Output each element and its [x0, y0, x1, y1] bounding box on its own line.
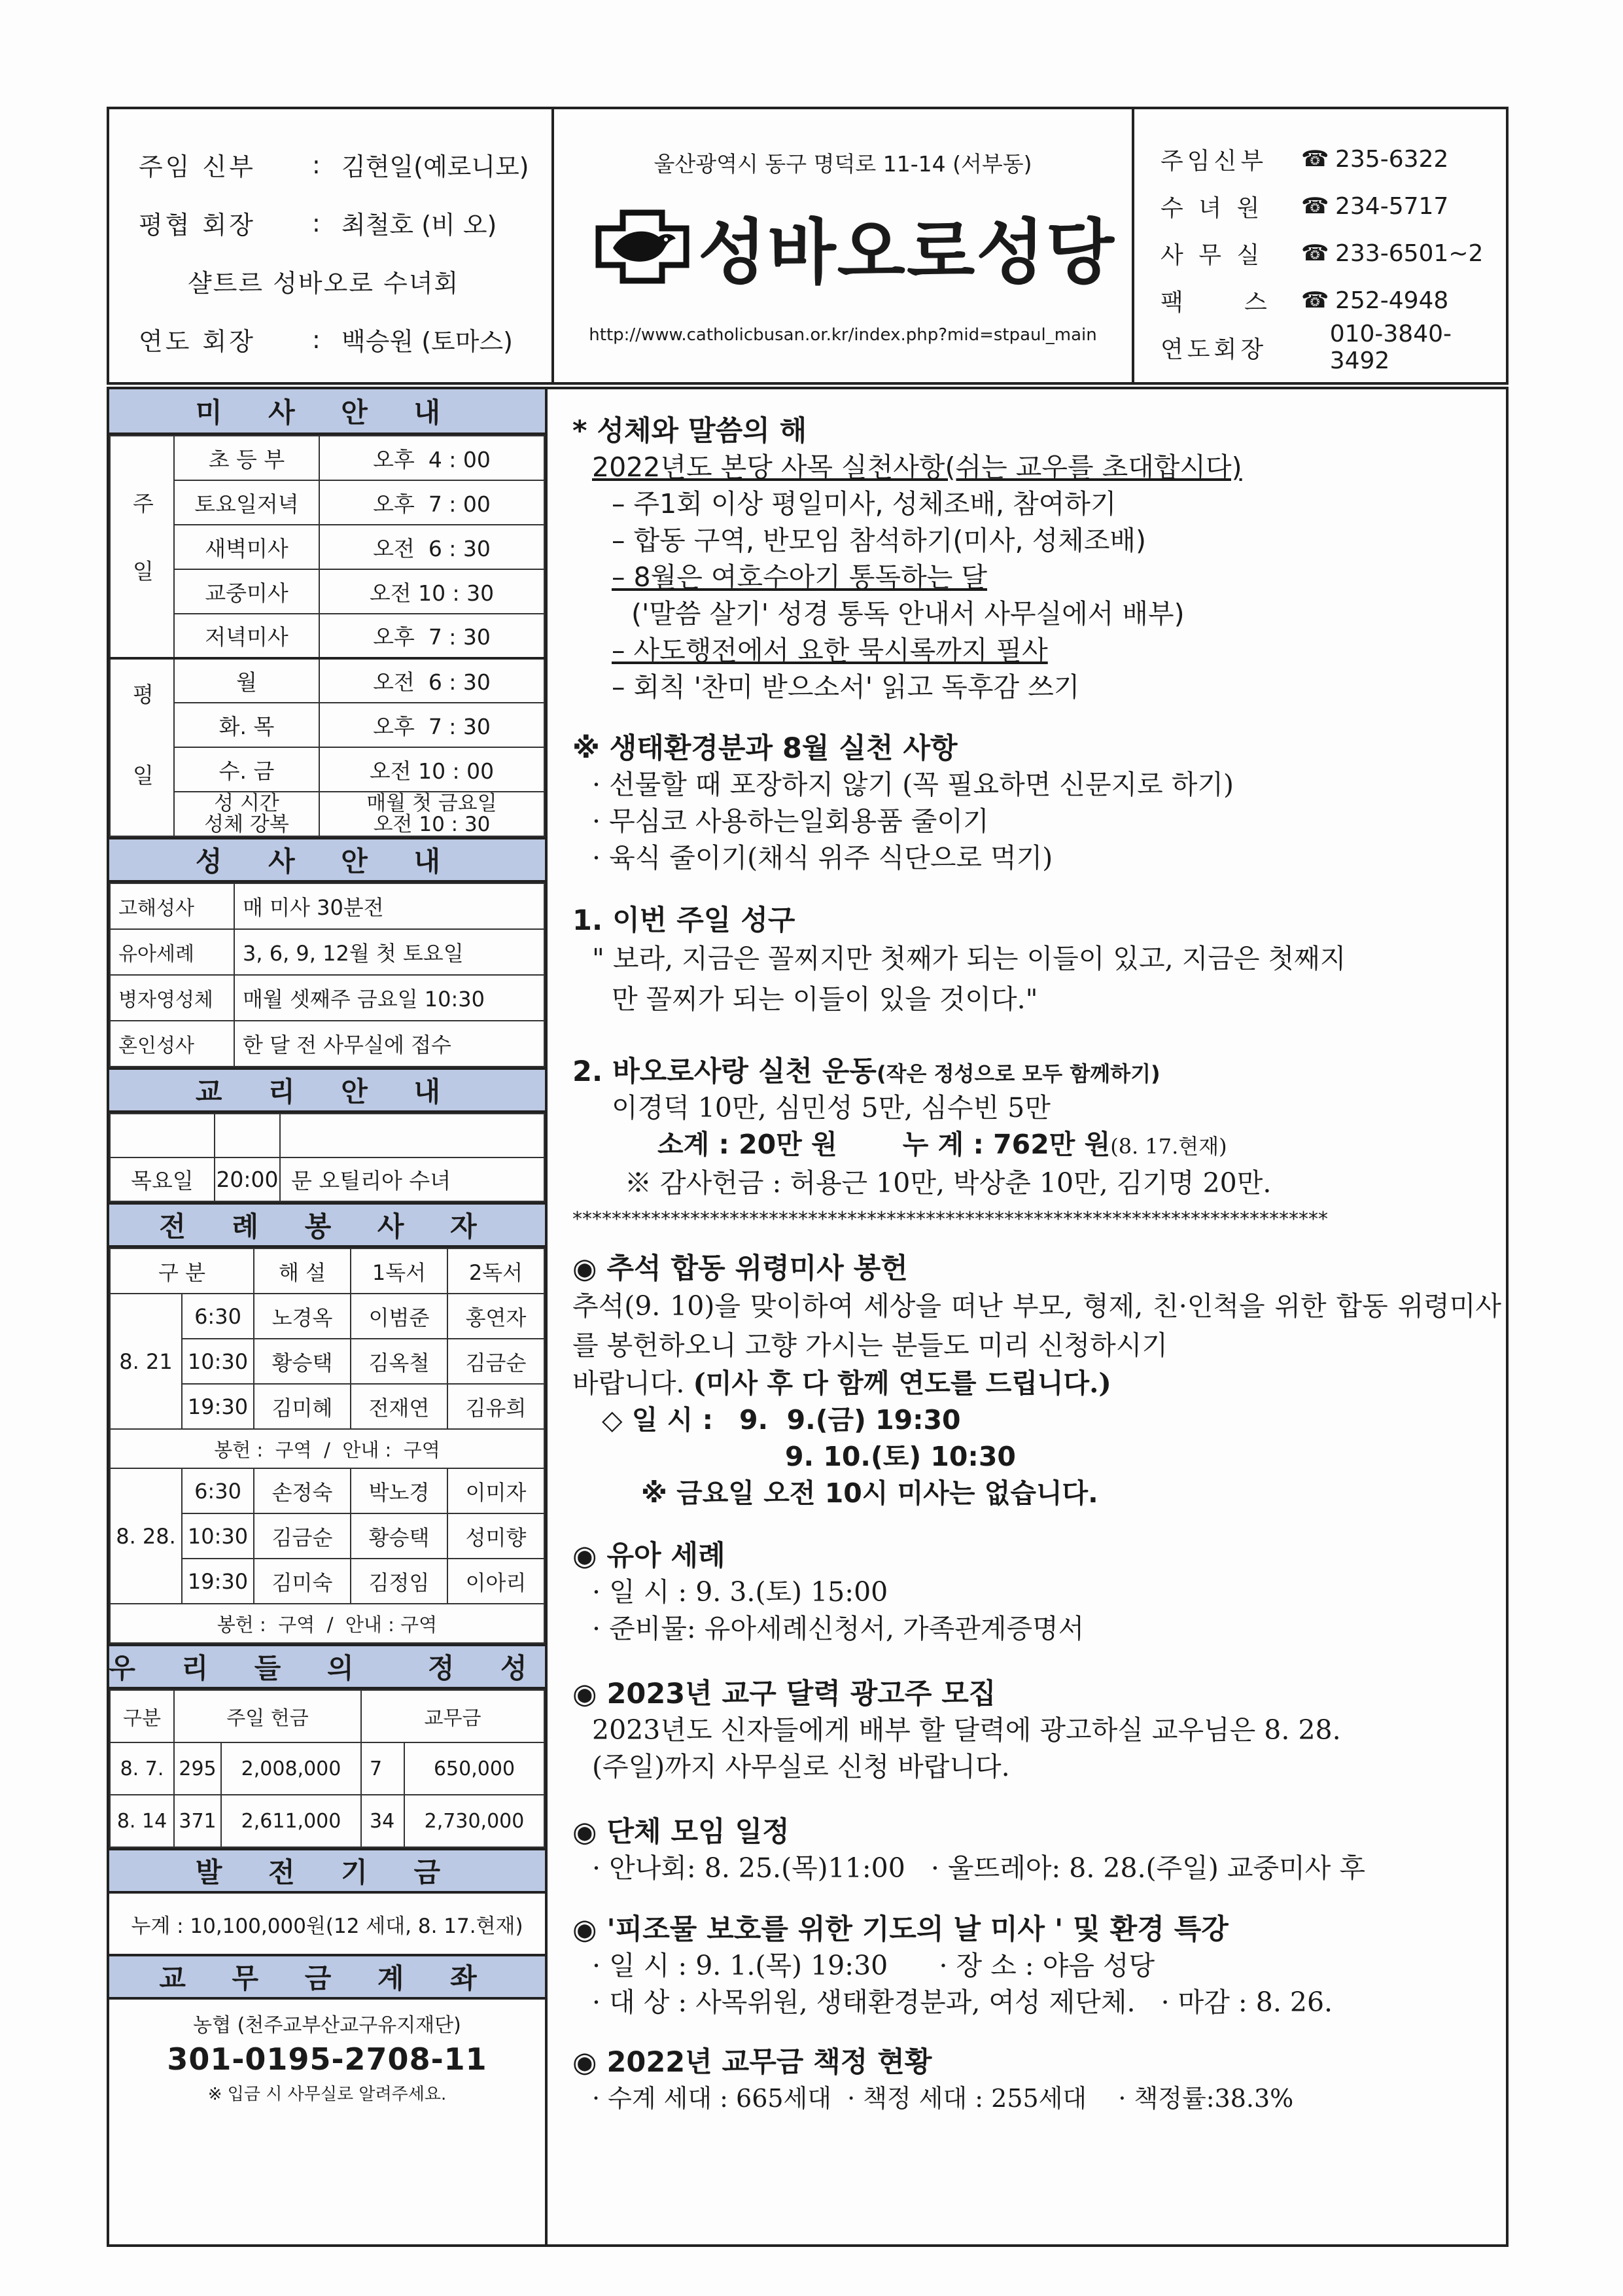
offerings-heading: 우 리 들 의 정 성 — [109, 1644, 545, 1689]
sacrament-name: 유아세례 — [110, 929, 234, 975]
donation-totals — [572, 1126, 1506, 1165]
offerings-table — [109, 1689, 545, 1848]
dues-amount: 650,000 — [404, 1742, 544, 1795]
table-row — [110, 1468, 544, 1513]
service-time: 6:30 — [182, 1468, 254, 1513]
paragraph: (주일)까지 사무실로 신청 바랍니다. — [592, 1751, 1010, 1782]
as-of-date: (8. 17.현재) — [1110, 1134, 1227, 1159]
staff-list — [109, 109, 554, 382]
mass-time: 오전 10 : 30 — [319, 569, 544, 614]
dues-amount: 2,730,000 — [404, 1795, 544, 1847]
mass-name: 교중미사 — [174, 569, 319, 614]
table-row — [110, 480, 544, 525]
dues-count: 7 — [361, 1742, 404, 1795]
section-title: ◉ 2022년 교무금 책정 현황 — [572, 2046, 932, 2079]
section-title: ◉ '피조물 보호를 위한 기도의 날 미사 ' 및 환경 특강 — [572, 1913, 1229, 1946]
contact-row — [1161, 230, 1506, 277]
phone-icon: ☎ — [1301, 146, 1329, 172]
mass-name: 화. 목 — [174, 703, 319, 747]
list-item: · 선물할 때 포장하지 않기 (꼭 필요하면 신문지로 하기) — [592, 769, 1234, 800]
catechism-day — [110, 1114, 215, 1157]
service-time: 10:30 — [182, 1513, 254, 1559]
announcements — [548, 389, 1506, 2244]
column-header: 교무금 — [361, 1690, 544, 1742]
schedule-date: 9. 10.(토) 10:30 — [785, 1441, 1016, 1472]
subtotal: 소계 : 20만 원 — [657, 1129, 837, 1160]
section-title: * 성체와 말씀의 해 — [572, 415, 807, 448]
table-header-row — [110, 1248, 544, 1294]
paragraph — [572, 1365, 1506, 1402]
section-title: 1. 이번 주일 성구 — [572, 904, 795, 937]
service-time: 19:30 — [182, 1384, 254, 1429]
sunday-label: 주 일 — [110, 436, 174, 658]
column-header: 1독서 — [351, 1248, 447, 1294]
table-row — [110, 1114, 544, 1157]
divider: ***************************************************************************** — [572, 1208, 1328, 1231]
reader-1: 김정임 — [351, 1559, 447, 1604]
reader-1: 이범준 — [351, 1294, 447, 1339]
table-row — [110, 658, 544, 703]
church-logo-icon — [593, 207, 691, 286]
section-title: ◉ 추석 합동 위령미사 봉헌 — [572, 1252, 908, 1285]
offering-date: 8. 7. — [110, 1742, 174, 1795]
mass-time: 오후 7 : 30 — [319, 614, 544, 658]
list-item: · 육식 줄이기(채식 위주 식단으로 먹기) — [592, 842, 1053, 874]
catechism-teacher: 문 오틸리아 수녀 — [280, 1157, 544, 1201]
development-fund-heading: 발 전 기 금 — [109, 1848, 545, 1894]
offering-date: 8. 14 — [110, 1795, 174, 1847]
contact-row — [1161, 135, 1506, 183]
staff-role: 주임 신부 — [139, 152, 256, 181]
schedule-line — [572, 1402, 1506, 1438]
list-item: · 일 시 : 9. 3.(토) 15:00 — [592, 1576, 888, 1608]
list-item: – 8월은 여호수아기 통독하는 달 — [612, 561, 987, 593]
reader-2: 이미자 — [447, 1468, 544, 1513]
list-item: · 일 시 : 9. 1.(목) 19:30 · 장 소 : 야음 성당 — [592, 1950, 1155, 1981]
contact-label: 연도회장 — [1161, 336, 1268, 363]
sacrament-name: 병자영성체 — [110, 975, 234, 1021]
catechism-guide-heading: 교 리 안 내 — [109, 1067, 545, 1113]
cumulative-total: 누 계 : 762만 원 — [902, 1129, 1111, 1160]
table-row — [110, 1294, 544, 1339]
paragraph: 2023년도 신자들에게 배부 할 달력에 광고하실 교우님은 8. 28. — [592, 1714, 1341, 1746]
section-title — [572, 1050, 1506, 1089]
staff-row — [139, 252, 551, 310]
sacrament-guide-heading: 성 사 안 내 — [109, 837, 545, 883]
offering-amount: 2,611,000 — [221, 1795, 361, 1847]
list-item: · 대 상 : 사목위원, 생태환경분과, 여성 제단체. · 마감 : 8. 26. — [592, 1987, 1333, 2018]
contact-number: 010-3840-3492 — [1329, 321, 1452, 374]
table-row — [110, 436, 544, 480]
offering-usher-note: 봉헌 : 구역 / 안내 : 구역 — [110, 1604, 544, 1643]
table-row — [110, 703, 544, 747]
phone-icon: ☎ — [1301, 287, 1329, 313]
mass-name: 저녁미사 — [174, 614, 319, 658]
service-date: 8. 21 — [110, 1294, 182, 1429]
commentator: 황승택 — [254, 1339, 351, 1384]
mass-time: 오전 10 : 00 — [319, 747, 544, 792]
reader-1: 황승택 — [351, 1513, 447, 1559]
mass-time: 오전 6 : 30 — [319, 525, 544, 569]
bank-account-block — [109, 2000, 545, 2105]
schedule-date: 9. 9.(금) 19:30 — [739, 1404, 961, 1436]
catechism-time — [215, 1114, 280, 1157]
staff-role: 평협 회장 — [139, 211, 256, 239]
contact-number: 252-4948 — [1335, 287, 1449, 314]
list-item: – 주1회 이상 평일미사, 성체조배, 참여하기 — [612, 488, 1117, 520]
weekday-label: 평 일 — [110, 658, 174, 836]
staff-row — [139, 194, 551, 252]
account-heading: 교 무 금 계 좌 — [109, 1954, 545, 2000]
church-title-block — [554, 109, 1134, 382]
reader-2: 홍연자 — [447, 1294, 544, 1339]
table-row — [110, 883, 544, 929]
contact-label: 수 녀 원 — [1161, 194, 1264, 222]
church-address: 울산광역시 동구 명덕로 11-14 (서부동) — [654, 151, 1032, 177]
development-fund-total: 누계 : 10,100,000원(12 세대, 8. 17.현재) — [131, 1914, 523, 1938]
contact-list — [1134, 109, 1506, 382]
church-name: 성바오로성당 — [698, 212, 1115, 294]
mass-schedule-table — [109, 435, 545, 837]
section-title: ◉ 유아 세례 — [572, 1540, 725, 1572]
section-title-note: (작은 정성으로 모두 함께하기) — [877, 1061, 1161, 1086]
mass-name: 성 시간 성체 강복 — [174, 792, 319, 836]
offering-amount: 2,008,000 — [221, 1742, 361, 1795]
table-row — [110, 1604, 544, 1643]
scripture-quote: 만 꼴찌가 되는 이들이 있을 것이다." — [612, 983, 1038, 1015]
commentator: 손정숙 — [254, 1468, 351, 1513]
colon: : — [312, 150, 321, 179]
offering-count: 371 — [174, 1795, 221, 1847]
liturgy-servers-heading: 전 례 봉 사 자 — [109, 1202, 545, 1248]
list-item: · 준비물: 유아세례신청서, 가족관계증명서 — [592, 1613, 1085, 1644]
list-item: – 사도행전에서 요한 묵시록까지 필사 — [612, 635, 1048, 666]
sacrament-desc: 한 달 전 사무실에 접수 — [234, 1021, 544, 1067]
bulletin-body — [107, 387, 1509, 2247]
list-item: · 수계 세대 : 665세대 · 책정 세대 : 255세대 · 책정률:38.3% — [592, 2084, 1294, 2113]
mass-name: 수. 금 — [174, 747, 319, 792]
reader-1: 박노경 — [351, 1468, 447, 1513]
list-item: – 회칙 '찬미 받으소서' 읽고 독후감 쓰기 — [612, 671, 1080, 703]
contact-label: 주임신부 — [1161, 147, 1268, 175]
offering-count: 295 — [174, 1742, 221, 1795]
contact-label: 사 무 실 — [1161, 241, 1264, 269]
scripture-quote: " 보라, 지금은 꼴찌지만 첫째가 되는 이들이 있고, 지금은 첫째지 — [592, 943, 1346, 974]
catechism-table — [109, 1113, 545, 1202]
section-title: ※ 생태환경분과 8월 실천 사항 — [572, 732, 958, 765]
table-row — [110, 569, 544, 614]
table-header-row — [110, 1690, 544, 1742]
commentator: 김미혜 — [254, 1384, 351, 1429]
schedule-label: ◇ 일 시 : — [602, 1404, 713, 1436]
mass-name: 새벽미사 — [174, 525, 319, 569]
column-header: 구 분 — [110, 1248, 254, 1294]
donor-list: 이경덕 10만, 심민성 5만, 심수빈 5만 — [612, 1092, 1051, 1123]
phone-icon: ☎ — [1301, 240, 1329, 266]
account-number: 301-0195-2708-11 — [167, 2041, 487, 2077]
table-row — [110, 1429, 544, 1468]
section-title-text: 2. 바오로사랑 실천 운동 — [572, 1055, 877, 1088]
list-item: · 안나회: 8. 25.(목)11:00 · 울뜨레아: 8. 28.(주일) 교중미사 후 — [592, 1852, 1365, 1884]
table-row — [110, 525, 544, 569]
catechism-teacher — [280, 1114, 544, 1157]
staff-name: 김현일(예로니모) — [341, 152, 529, 181]
schedule-note: ※ 금요일 오전 10시 미사는 없습니다. — [641, 1477, 1098, 1509]
reader-2: 이아리 — [447, 1559, 544, 1604]
reader-2: 김금순 — [447, 1339, 544, 1384]
service-time: 6:30 — [182, 1294, 254, 1339]
paragraph: 추석(9. 10)을 맞이하여 세상을 떠난 부모, 형제, 친·인척을 위한 합동 위령미사를 봉헌하오니 고향 가시는 분들도 미리 신청하시기 — [572, 1290, 1501, 1361]
list-item: – 합동 구역, 반모임 참석하기(미사, 성체조배) — [612, 525, 1147, 556]
column-header: 2독서 — [447, 1248, 544, 1294]
contact-row — [1161, 321, 1506, 374]
commentator: 김금순 — [254, 1513, 351, 1559]
offering-usher-note: 봉헌 : 구역 / 안내 : 구역 — [110, 1429, 544, 1468]
contact-label: 팩 스 — [1161, 289, 1271, 316]
table-row — [110, 614, 544, 658]
colon: : — [312, 208, 321, 238]
table-row — [110, 747, 544, 792]
table-row — [110, 1021, 544, 1067]
contact-row — [1161, 183, 1506, 230]
reader-1: 전재연 — [351, 1384, 447, 1429]
mass-time: 매월 첫 금요일 오전 10 : 30 — [319, 792, 544, 836]
bulletin-header — [107, 107, 1509, 385]
table-row — [110, 929, 544, 975]
service-time: 10:30 — [182, 1339, 254, 1384]
table-row — [110, 1795, 544, 1847]
church-url-link[interactable]: http://www.catholicbusan.or.kr/index.php?mid=stpaul_main — [589, 325, 1097, 345]
list-item: ('말씀 살기' 성경 통독 안내서 사무실에서 배부) — [631, 598, 1185, 629]
table-row — [110, 1742, 544, 1795]
commentator: 김미숙 — [254, 1559, 351, 1604]
mass-name: 초 등 부 — [174, 436, 319, 480]
mass-name: 토요일저녁 — [174, 480, 319, 525]
column-header: 주일 헌금 — [174, 1690, 361, 1742]
column-header: 구분 — [110, 1690, 174, 1742]
liturgy-servers-table — [109, 1248, 545, 1644]
catechism-day: 목요일 — [110, 1157, 215, 1201]
phone-icon: ☎ — [1301, 193, 1329, 219]
account-note: ※ 입금 시 사무실로 알려주세요. — [207, 2085, 447, 2104]
staff-name: 백승원 (토마스) — [341, 327, 513, 356]
contact-number: 234-5717 — [1335, 192, 1449, 220]
commentator: 노경옥 — [254, 1294, 351, 1339]
mass-time: 오전 6 : 30 — [319, 658, 544, 703]
sacrament-desc: 매월 셋째주 금요일 10:30 — [234, 975, 544, 1021]
service-time: 19:30 — [182, 1559, 254, 1604]
table-row — [110, 792, 544, 836]
sacrament-name: 혼인성사 — [110, 1021, 234, 1067]
reader-2: 성미향 — [447, 1513, 544, 1559]
service-date: 8. 28. — [110, 1468, 182, 1604]
contact-row — [1161, 277, 1506, 324]
reader-2: 김유희 — [447, 1384, 544, 1429]
colon: : — [312, 325, 321, 354]
staff-row — [139, 310, 551, 368]
sacrament-table — [109, 883, 545, 1067]
sacrament-desc: 매 미사 30분전 — [234, 883, 544, 929]
dues-count: 34 — [361, 1795, 404, 1847]
paragraph-text: 바랍니다. — [572, 1368, 693, 1399]
pastoral-goal: 2022년도 본당 사목 실천사항(쉬는 교우를 초대합시다) — [592, 451, 1242, 483]
staff-role: 연도 회장 — [139, 327, 256, 356]
contact-number: 233-6501~2 — [1335, 239, 1484, 267]
mass-time: 오후 7 : 00 — [319, 480, 544, 525]
staff-row — [139, 135, 551, 194]
paragraph-emphasis: (미사 후 다 함께 연도를 드립니다.) — [693, 1368, 1111, 1399]
thanks-offering: ※ 감사헌금 : 허용근 10만, 박상춘 10만, 김기명 20만. — [625, 1167, 1272, 1199]
section-title: ◉ 2023년 교구 달력 광고주 모집 — [572, 1678, 996, 1710]
sacrament-desc: 3, 6, 9, 12월 첫 토요일 — [234, 929, 544, 975]
table-row — [110, 975, 544, 1021]
bank-name: 농협 (천주교부산교구유지재단) — [193, 2014, 461, 2037]
reader-1: 김옥철 — [351, 1339, 447, 1384]
sacrament-name: 고해성사 — [110, 883, 234, 929]
mass-time: 오후 7 : 30 — [319, 703, 544, 747]
list-item: · 무심코 사용하는일회용품 줄이기 — [592, 805, 989, 837]
contact-number: 235-6322 — [1335, 145, 1449, 173]
column-header: 해 설 — [254, 1248, 351, 1294]
mass-name: 월 — [174, 658, 319, 703]
left-sidebar — [109, 389, 548, 2244]
mass-guide-heading: 미 사 안 내 — [109, 389, 545, 435]
section-title: ◉ 단체 모임 일정 — [572, 1816, 790, 1848]
mass-time: 오후 4 : 00 — [319, 436, 544, 480]
convent-name: 샬트르 성바오로 수녀회 — [188, 269, 460, 298]
table-row — [110, 1157, 544, 1201]
staff-name: 최철호 (비 오) — [341, 211, 497, 239]
catechism-time: 20:00 — [215, 1157, 280, 1201]
